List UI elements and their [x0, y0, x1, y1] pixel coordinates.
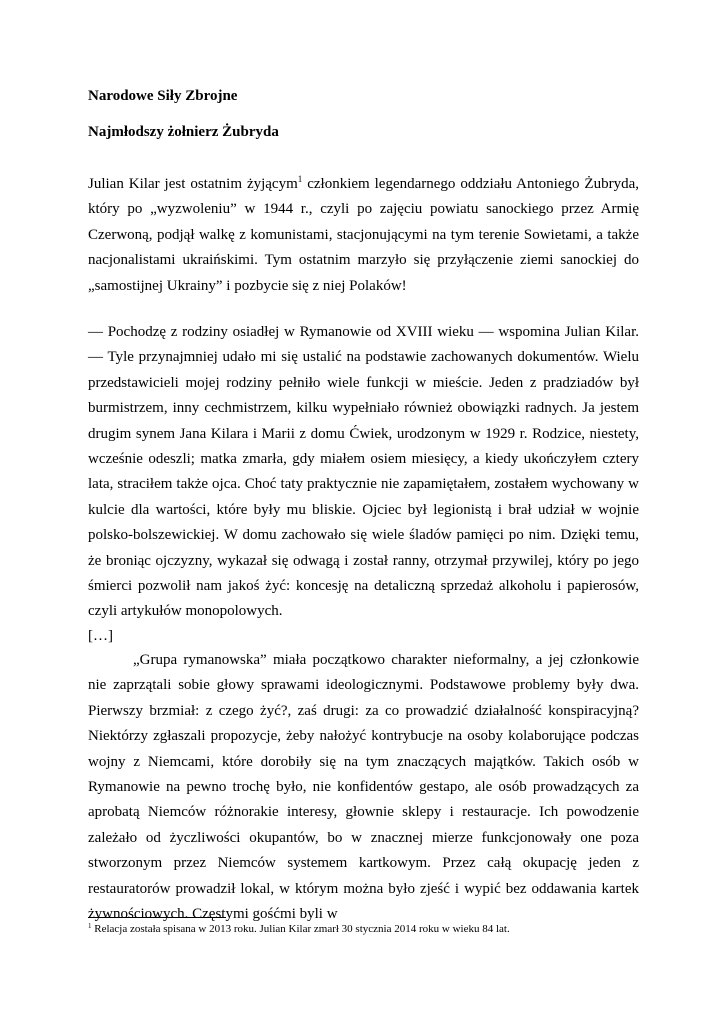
- intro-paragraph: [88, 172, 639, 299]
- footnote-reference[interactable]: 1: [297, 174, 303, 184]
- intro-text-start: Julian Kilar jest ostatnim żyjącym: [88, 176, 298, 192]
- testimony-paragraph: — Pochodzę z rodziny osiadłej w Rymanowie od XVIII wieku — wspomina Julian Kilar. — Tyle przynajmniej udało mi się ustalić na podstawie zachowanych dokumentów. Wielu przedstawicieli mojej rodziny pełniło wiele funkcji w mieście. Jeden z pradziadów był burmistrzem, inny cechmistrzem, kilku wypełniało również obowiązki radnych. Ja jestem drugim synem Jana Kilara i Marii z domu Ćwiek, urodzonym w 1929 r. Rodzice, niestety, wcześnie odeszli; matka zmarła, gdy miałem osiem miesięcy, a kiedy ukończyłem cztery lata, straciłem także ojca. Choć taty praktycznie nie zapamiętałem, zostałem wychowany w kulcie dla wartości, które były mu bliskie. Ojciec był legionistą i brał udział w wojnie polsko-bolszewickiej. W domu zachowało się wiele śladów pamięci po nim. Dzięki temu, że broniąc ojczyzny, wykazał się odwagą i został ranny, otrzymał przywilej, który po jego śmierci pozwolił nam jakoś żyć: koncesję na detaliczną sprzedaż alkoholu i papierosów, czyli artykułów monopolowych.: [88, 324, 639, 620]
- footnote-number: 1: [88, 922, 92, 930]
- group-paragraph: „Grupa rymanowska” miała początkowo charakter nieformalny, a jej członkowie nie zaprzątali sobie głowy sprawami ideologicznymi. Podstawowe problemy były dwa. Pierwszy brzmiał: z czego żyć?, zaś drugi: za co prowadzić działalność konspiracyjną? Niektórzy zgłaszali propozycje, żeby nałożyć kontrybucje na osoby kolaborujące podczas wojny z Niemcami, które dorobiły się na tym znaczących majątków. Takich osób w Rymanowie na pewno trochę było, nie konfidentów gestapo, ale osób prowadzących za aprobatą Niemców różnorakie interesy, głownie sklepy i restauracje. Ich powodzenie zależało od życzliwości okupantów, bo w znacznej mierze funkcjonowały one poza stworzonym przez Niemców systemem kartkowym. Przez całą okupację jeden z restauratorów prowadził lokal, w którym można było zjeść i wypić bez oddawania kartek żywnościowych. Częstymi gośćmi byli w: [88, 652, 639, 923]
- omission-mark: […]: [88, 628, 113, 644]
- footnote-text: Relacja została spisana w 2013 roku. Julian Kilar zmarł 30 stycznia 2014 roku w wieku 84 lat.: [91, 923, 510, 935]
- article-title: Najmłodszy żołnierz Żubryda: [88, 124, 279, 140]
- footnote: [88, 922, 510, 936]
- document-title: Narodowe Siły Zbrojne: [88, 88, 238, 104]
- intro-text-end: członkiem legendarnego oddziału Antoniego Żubryda, który po „wyzwoleniu” w 1944 r., czyli po zajęciu powiatu sanockiego przez Armię Czerwoną, podjął walkę z komunistami, stacjonującymi na tym terenie Sowietami, a także nacjonalistami ukraińskimi. Tym ostatnim marzyło się przyłączenie ziemi sanockiej do „samostijnej Ukrainy” i pozbycie się z niej Polaków!: [88, 176, 639, 294]
- footnote-separator: [88, 917, 226, 918]
